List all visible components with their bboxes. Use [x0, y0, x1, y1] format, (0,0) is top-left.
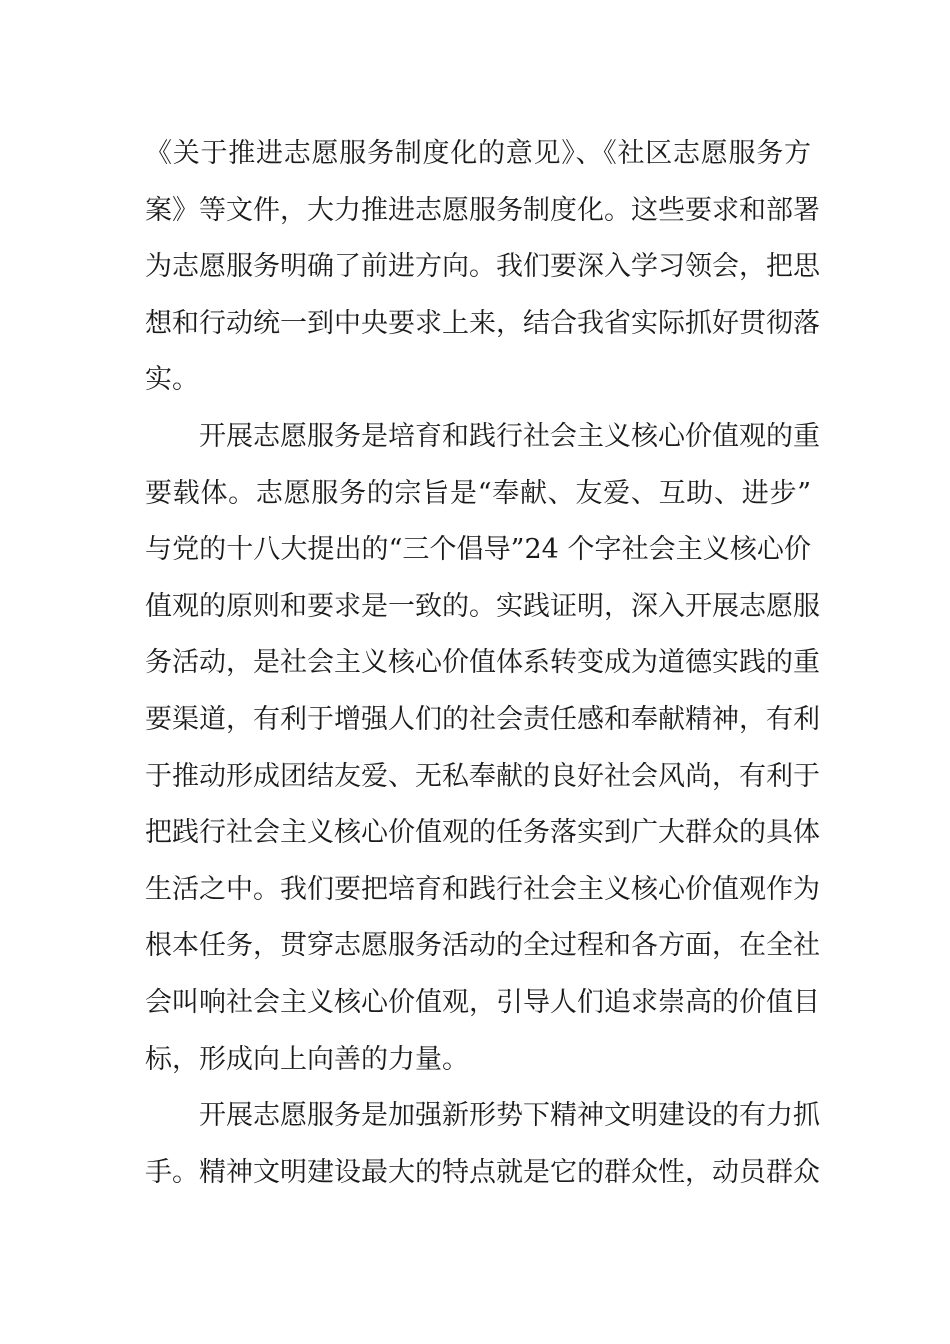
text-line: 标，形成向上向善的力量。 — [145, 1043, 469, 1075]
text-line: 要载体。志愿服务的宗旨是“奉献、友爱、互助、进步” — [145, 477, 811, 509]
text-line: 与党的十八大提出的“三个倡导”24 个字社会主义核心价 — [145, 534, 811, 566]
paragraph-first-line: 开展志愿服务是培育和践行社会主义核心价值观的重 — [199, 420, 820, 452]
text-line: 会叫响社会主义核心价值观，引导人们追求崇高的价值目 — [145, 986, 820, 1018]
text-line: 务活动，是社会主义核心价值体系转变成为道德实践的重 — [145, 647, 820, 679]
body-text — [145, 126, 820, 1201]
text-line: 为志愿服务明确了前进方向。我们要深入学习领会，把思 — [145, 251, 820, 283]
text-line: 把践行社会主义核心价值观的任务落实到广大群众的具体 — [145, 817, 820, 849]
text-line: 手。精神文明建设最大的特点就是它的群众性，动员群众 — [145, 1156, 820, 1188]
paragraph-first-line: 开展志愿服务是加强新形势下精神文明建设的有力抓 — [199, 1100, 820, 1132]
text-line: 根本任务，贯穿志愿服务活动的全过程和各方面，在全社 — [145, 930, 820, 962]
text-line: 值观的原则和要求是一致的。实践证明，深入开展志愿服 — [145, 590, 820, 622]
text-line: 要渠道，有利于增强人们的社会责任感和奉献精神，有利 — [145, 703, 820, 735]
text-line: 案》等文件，大力推进志愿服务制度化。这些要求和部署 — [145, 194, 820, 226]
text-line: 想和行动统一到中央要求上来，结合我省实际抓好贯彻落 — [145, 307, 820, 339]
text-line: 生活之中。我们要把培育和践行社会主义核心价值观作为 — [145, 873, 820, 905]
text-line: 《关于推进志愿服务制度化的意见》、《社区志愿服务方 — [145, 138, 811, 169]
text-line: 于推动形成团结友爱、无私奉献的良好社会风尚，有利于 — [145, 760, 820, 792]
text-line: 实。 — [145, 364, 199, 396]
